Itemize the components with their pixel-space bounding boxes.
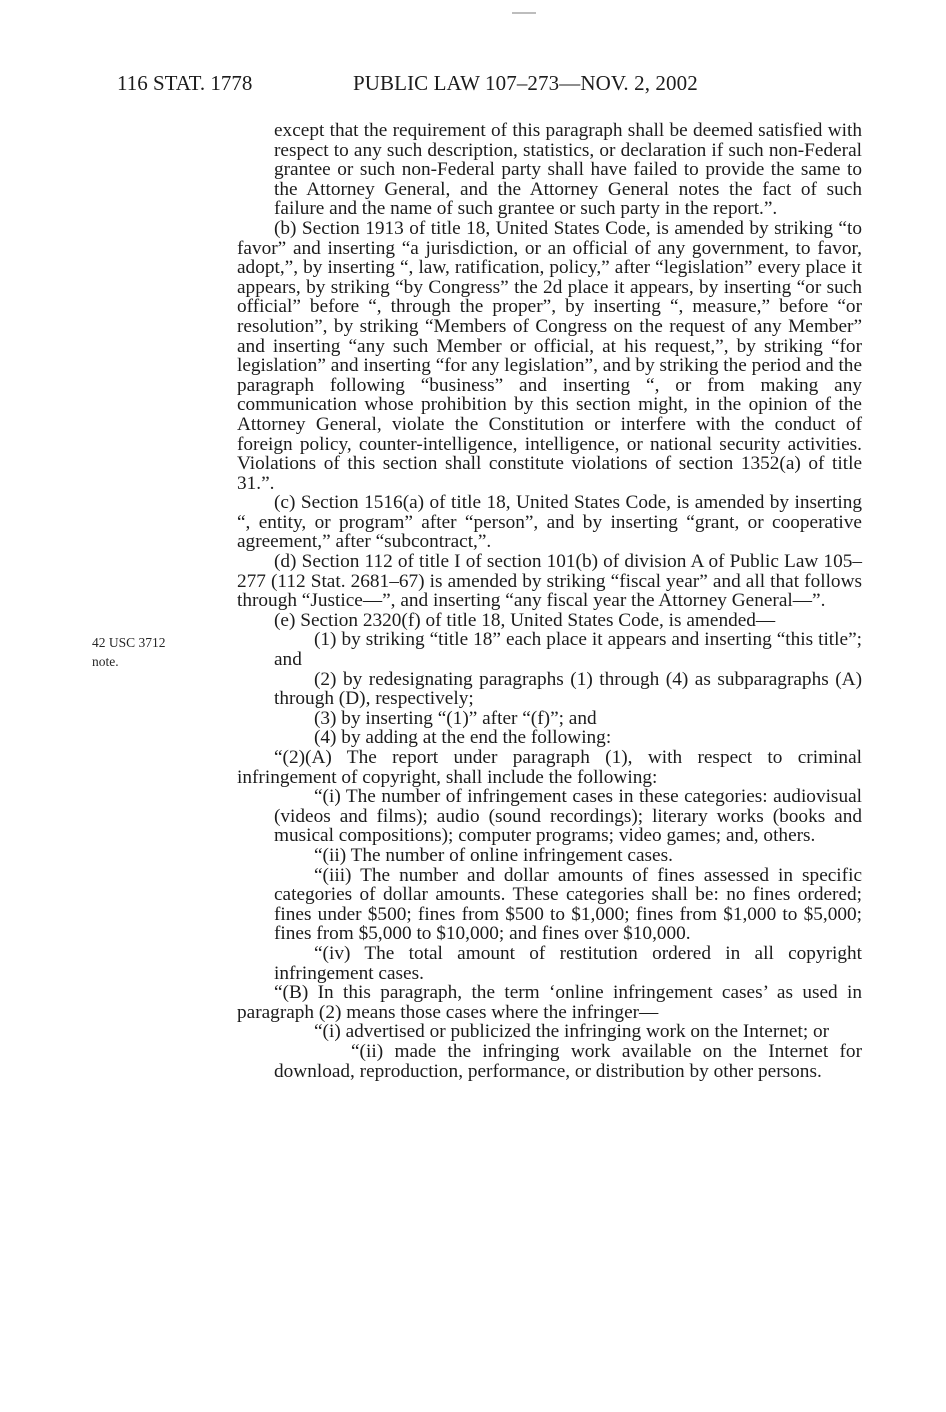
margin-note-label: note. (92, 654, 119, 669)
quoted-paragraph-2a: “(2)(A) The report under paragraph (1), with respect to criminal infringement of copyright, shall include the following: (237, 747, 862, 788)
paragraph-e-4: (4) by adding at the end the following: (314, 727, 612, 749)
statute-citation: 116 STAT. 1778 (117, 71, 253, 95)
paragraph-e-2: (2) by redesignating paragraphs (1) through (4) as subparagraphs (A) through (D), respectively; (274, 668, 862, 710)
quoted-b-clause-i: “(i) advertised or publicized the infringing work on the Internet; or (314, 1021, 830, 1043)
margin-note-citation: 42 USC 3712 (92, 635, 166, 650)
paragraph-a-continuation: except that the requirement of this paragraph shall be deemed satisfied with respect to any such description, statistics, or declaration if such non-Federal grantee or such non-Federal party shall have failed to provide the same to the Attorney General, and the Attorney General notes the fact of such failure and the name of such grantee or such party in the report.”. (274, 120, 862, 220)
paragraph-e-3: (3) by inserting “(1)” after “(f)”; and (314, 707, 597, 729)
margin-note (92, 633, 202, 671)
public-law-title: PUBLIC LAW 107–273—NOV. 2, 2002 (353, 71, 698, 95)
scan-mark (512, 12, 536, 14)
paragraph-c: (c) Section 1516(a) of title 18, United States Code, is amended by inserting “, entity, or program” after “person”, and by inserting “grant, or cooperative agreement,” after “subcontract,”. (237, 492, 862, 553)
quoted-paragraph-b: “(B) In this paragraph, the term ‘online infringement cases’ as used in paragraph (2) means those cases where the infringer— (237, 982, 862, 1023)
paragraph-e: (e) Section 2320(f) of title 18, United States Code, is amended— (274, 609, 776, 631)
paragraph-b: (b) Section 1913 of title 18, United States Code, is amended by striking “to favor” and inserting “a jurisdiction, or an official of any government, to favor, adopt,”, by inserting “, law, ratification, policy,” after “legislation” every place it appears, by striking “by Congress” the 2d place it appears, by inserting “or such official” before “, through the proper”, by inserting “, measure,” before “or resolution”, by striking “Members of Congress on the request of any Member” and inserting “any such Member or official, at his request,”, by striking “for legislation” and inserting “for any legislation”, and by striking the period and the paragraph following “business” and inserting “, or from making any communication whose prohibition by this section might, in the opinion of the Attorney General, violate the Constitution or interfere with the conduct of foreign policy, counter-intelligence, intelligence, or national security activities. Violations of this section shall constitute violations of section 1352(a) of title 31.”. (237, 217, 862, 494)
quoted-b-clause-ii: “(ii) made the infringing work available on the Internet for download, reproduction, performance, or distribution by other persons. (274, 1040, 862, 1082)
document-body (237, 121, 862, 1081)
paragraph-d: (d) Section 112 of title I of section 101(b) of division A of Public Law 105–277 (112 Stat. 2681–67) is amended by striking “fiscal year” and all that follows through “Justice—”, and inserting “any fiscal year the Attorney General—”. (237, 551, 862, 612)
quoted-clause-iii: “(iii) The number and dollar amounts of fines assessed in specific categories of dollar amounts. These categories shall be: no fines ordered; fines under $500; fines from $500 to $1,000; fines from $1,000 to $5,000; fines from $5,000 to $10,000; and fines over $10,000. (274, 864, 862, 945)
quoted-clause-iv: “(iv) The total amount of restitution ordered in all copyright infringement cases. (274, 942, 862, 984)
quoted-clause-i: “(i) The number of infringement cases in these categories: audiovisual (videos and films); audio (sound recordings); literary works (books and musical compositions); computer programs; video games; and, others. (274, 786, 862, 847)
quoted-clause-ii: “(ii) The number of online infringement cases. (314, 844, 673, 866)
paragraph-e-1: (1) by striking “title 18” each place it appears and inserting “this title”; and (274, 629, 862, 671)
